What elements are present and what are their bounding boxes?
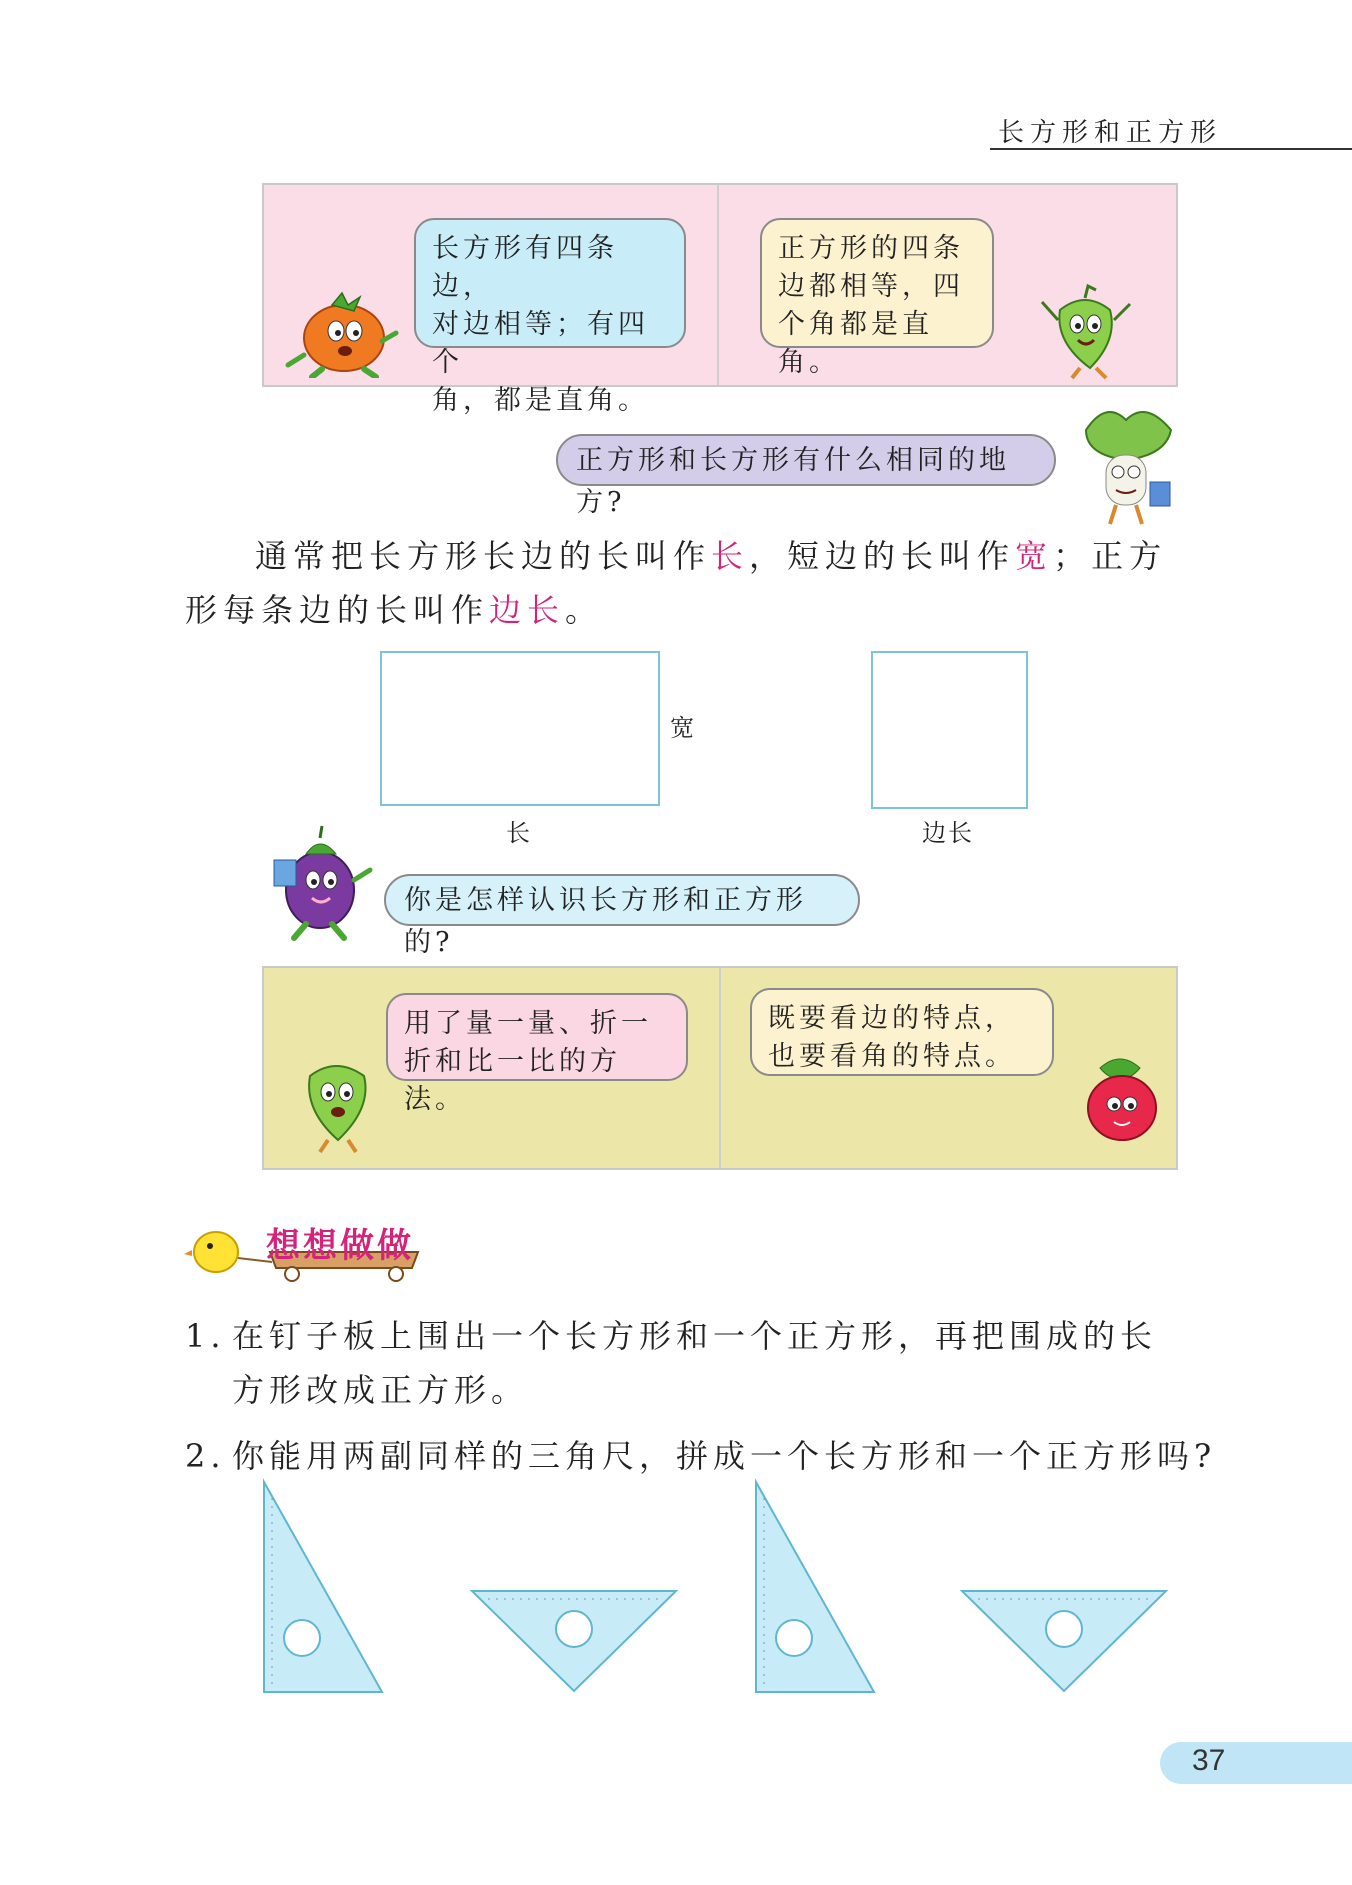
set-square-wide-icon (468, 1585, 680, 1697)
chapter-title: 长方形和正方形 (998, 118, 1223, 148)
width-label: 宽 (670, 714, 696, 742)
header-rule (990, 148, 1352, 150)
cabbage-character-icon (1066, 400, 1186, 530)
exercise-1-line-1: 在钉子板上围出一个长方形和一个正方形，再把围成的长 (232, 1317, 1158, 1355)
radish-character-icon (1070, 1050, 1170, 1150)
bubble-line: 也要看角的特点。 (768, 1041, 1016, 1072)
bubble-line: 角，都是直角。 (432, 385, 649, 416)
bubble-line: 既要看边的特点， (768, 1003, 1016, 1034)
bubble-line: 长方形有四条边， (432, 233, 618, 302)
page-number: 37 (1192, 1744, 1226, 1777)
exercise-1-line-2: 方形改成正方形。 (232, 1371, 529, 1409)
panel-divider (717, 185, 719, 385)
bubble-line: 个角都是直角。 (778, 309, 933, 378)
question-text: 你是怎样认识长方形和正方形的? (404, 885, 807, 958)
length-label: 长 (506, 819, 532, 847)
set-square-tall-icon-2 (750, 1478, 880, 1698)
exercise-1-number: 1. (185, 1317, 226, 1355)
speech-bubble-features (750, 988, 1054, 1076)
set-square-tall-icon (258, 1478, 388, 1698)
text-span: 形每条边的长叫作 (185, 591, 490, 629)
term-side-length: 边长 (489, 591, 566, 629)
bubble-line: 折和比一比的方法。 (404, 1046, 621, 1115)
square-figure (871, 651, 1028, 809)
term-width: 宽 (1015, 537, 1054, 575)
side-length-label: 边长 (922, 819, 974, 847)
exercise-2-line-1: 你能用两副同样的三角尺，拼成一个长方形和一个正方形吗? (232, 1437, 1217, 1475)
panel-divider (719, 968, 721, 1168)
set-square-wide-icon-2 (958, 1585, 1170, 1697)
section-title: 想想做做 (266, 1226, 414, 1266)
text-span: ；正方 (1053, 537, 1168, 575)
eggplant-character-icon (258, 820, 378, 945)
question-bubble-method (384, 874, 860, 958)
pepper-character-icon (1030, 280, 1140, 380)
speech-bubble-rectangle (414, 218, 686, 416)
pepper-character-icon-2 (288, 1050, 388, 1155)
text-span: 通常把长方形长边的长叫作 (255, 537, 712, 575)
text-span: ，短边的长叫作 (749, 537, 1016, 575)
page-number-tab (1160, 1742, 1352, 1784)
definition-line-2 (185, 584, 603, 636)
text-span: 。 (565, 591, 604, 629)
definition-line-1 (255, 530, 1167, 582)
exercise-2-number: 2. (185, 1437, 226, 1475)
term-length: 长 (711, 537, 750, 575)
bubble-line: 对边相等；有四个 (432, 309, 649, 378)
speech-bubble-square (760, 218, 994, 378)
tomato-character-icon (282, 283, 402, 378)
question-text: 正方形和长方形有什么相同的地方? (576, 445, 1010, 518)
speech-bubble-methods (386, 993, 688, 1115)
question-bubble-similarity (556, 434, 1056, 518)
bubble-line: 边都相等，四 (778, 271, 964, 302)
bubble-line: 正方形的四条 (778, 233, 964, 264)
rectangle-figure (380, 651, 660, 806)
bubble-line: 用了量一量、折一 (404, 1008, 652, 1039)
